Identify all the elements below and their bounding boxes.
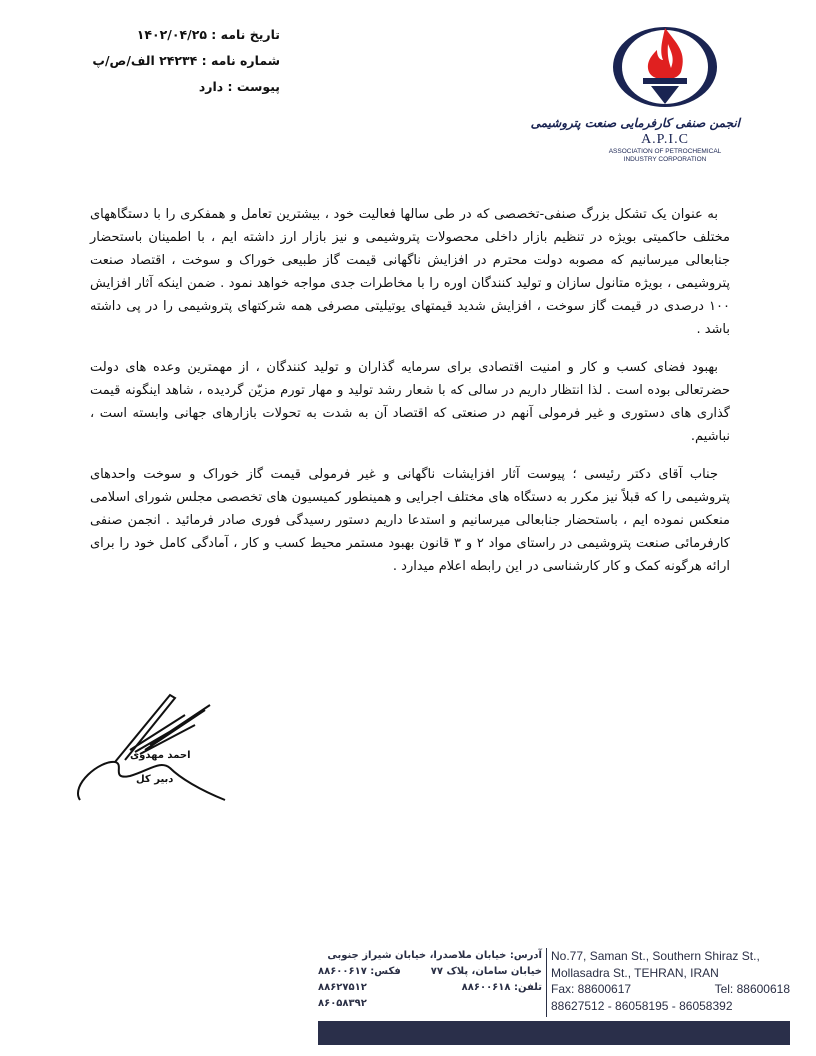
torch-emblem-icon	[605, 22, 725, 114]
letter-attachment: پیوست : دارد	[198, 79, 280, 94]
footer-bar	[318, 1021, 790, 1045]
signatory-title: دبیر کل	[136, 774, 174, 785]
footer-address-en	[547, 948, 790, 1017]
letter-meta	[70, 22, 280, 100]
letterhead-footer	[318, 948, 790, 1045]
letter-body	[90, 203, 730, 593]
footer-fa-address-1: آدرس: خیابان ملاصدرا، خیابان شیراز جنوبی	[327, 950, 542, 961]
footer-fa-phone-2: ۸۸۶۲۷۵۱۲	[318, 982, 367, 993]
letter-date: تاریخ نامه : ۱۴۰۲/۰۴/۲۵	[136, 27, 280, 42]
apic-logo	[530, 22, 740, 172]
footer-en-address-1: No.77, Saman St., Southern Shiraz St.,	[551, 949, 760, 963]
footer-fa-address-2: خیابان سامان، پلاک ۷۷	[430, 966, 542, 977]
logo-name-en-1: ASSOCIATION OF PETROCHEMICAL	[608, 148, 722, 155]
footer-fa-tel: تلفن: ۸۸۶۰۰۶۱۸	[461, 982, 542, 993]
logo-name-fa: انجمن صنفی کارفرمایی صنعت پتروشیمی	[530, 116, 740, 130]
footer-en-tel: Tel: 88600618	[714, 982, 790, 996]
paragraph: جناب آقای دکتر رئیسی ؛ پیوست آثار افزایشات ناگهانی و غیر فرمولی قیمت گاز خوراک و سوخت واحدهای پتروشیمی را که قبلاً نیز مکرر به دستگاه های مختلف اجرایی و همینطور کمیسیون های تخصصی مجلس شورای اسلامی منعکس نموده ایم ، باستحضار جنابعالی میرسانیم و استدعا داریم دستور رسیدگی فوری صادر فرمائید . انجمن صنفی کارفرمائی صنعت پتروشیمی در راستای مواد ۲ و ۳ قانون بهبود مستمر محیط کسب و کار ، آمادگی کامل خود را برای ارائه هرگونه کمک و کار کارشناسی در این رابطه اعلام میدارد .	[90, 467, 730, 574]
letter-number: شماره نامه : ۲۴۲۳۴ الف/ص/پ	[92, 53, 280, 68]
footer-fa-phone-3: ۸۶۰۵۸۳۹۲	[318, 998, 367, 1009]
footer-address-fa	[318, 948, 547, 1017]
footer-en-fax: Fax: 88600617	[551, 982, 632, 996]
signatory-name: احمد مهدوی	[130, 750, 191, 761]
paragraph: به عنوان یک تشکل بزرگ صنفی-تخصصی که در طی سالها فعالیت خود ، بیشترین تعامل و همفکری را با دستگاههای مختلف حاکمیتی بویژه در تنظیم بازار داخلی محصولات پتروشیمی و نیز بازار ارز داشته ایم ، با اطمینان باستحضار جنابعالی میرسانیم که مصوبه دولت محترم در افزایش ناگهانی قیمت گاز طبیعی خوراک و سوخت ، اقتصاد صنعت پتروشیمی ، بویژه متانول سازان و تولید کنندگان اوره را با مخاطرات جدی مواجه خواهد نمود . ضمن اینکه آثار افزایش ۱۰۰ درصدی در قیمت گاز سوخت ، افزایش شدید قیمتهای یوتیلیتی مصرفی همه شرکتهای پتروشیمی را در پی داشته باشد .	[90, 207, 730, 337]
paragraph: بهبود فضای کسب و کار و امنیت اقتصادی برای سرمایه گذاران و تولید کنندگان ، از مهمترین وعده های دولت حضرتعالی بوده است . لذا انتظار داریم در سالی که با شعار رشد تولید و مهار تورم مزیّن گردیده ، شاهد اینگونه قیمت گذاری های دستوری و غیر فرمولی آنهم در صنعتی که اقتصاد آن به شدت به تحولات بازارهای جهانی وابسته است ، نباشیم.	[90, 360, 730, 444]
footer-en-phones: 88627512 - 86058195 - 86058392	[551, 998, 733, 1013]
footer-en-address-2: Mollasadra St., TEHRAN, IRAN	[551, 965, 719, 980]
logo-abbr: A.P.I.C	[641, 132, 689, 147]
footer-fa-fax: فکس: ۸۸۶۰۰۶۱۷	[318, 966, 401, 977]
logo-name-en-2: INDUSTRY CORPORATION	[623, 156, 707, 163]
signature-block	[70, 690, 230, 810]
